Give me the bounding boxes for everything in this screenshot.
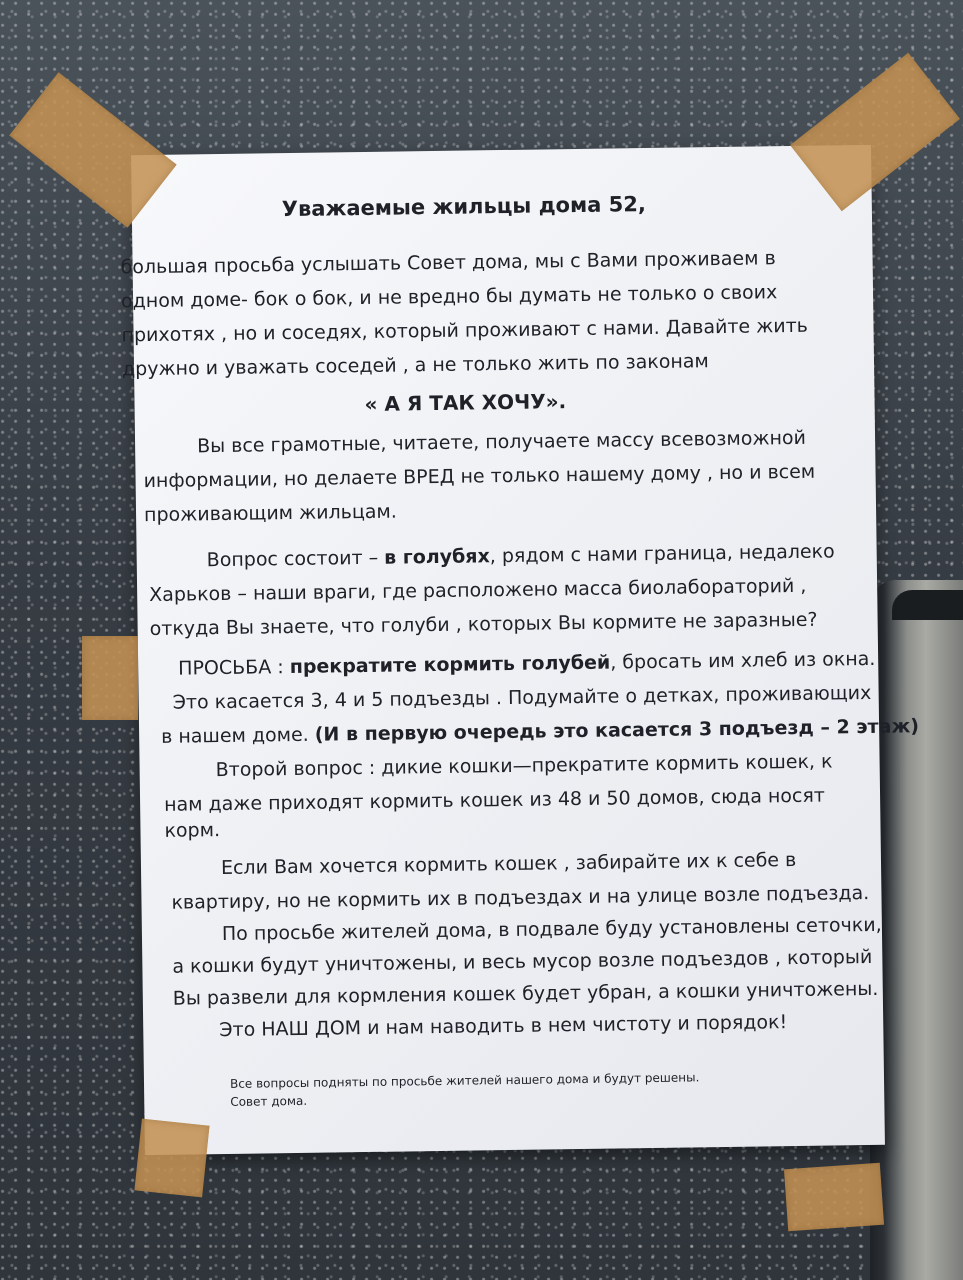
paragraph-line: корм. — [164, 819, 221, 842]
paragraph-line: Вы все грамотные, читаете, получаете массу всевозможной — [196, 426, 807, 458]
notice-paper — [120, 145, 920, 1155]
paragraph-line: Если Вам хочется кормить кошек , забирайте их к себе в — [220, 848, 797, 880]
pillar-cap — [892, 590, 963, 620]
paragraph-line: Второй вопрос : дикие кошки—прекратите кормить кошек, к — [215, 750, 833, 782]
paragraph-line: Харьков – наши враги, где расположено масса биолабораторий , — [149, 574, 807, 607]
paragraph-line: проживающим жильцам. — [143, 500, 397, 527]
tape-bottom-right — [784, 1163, 884, 1232]
paragraph-line: большая просьба услышать Совет дома, мы с Вами проживаем в — [120, 247, 776, 279]
text-segment: Вопрос состоит – — [206, 546, 385, 572]
bold-segment: прекратите кормить голубей — [289, 651, 611, 679]
paragraph-line — [207, 539, 835, 572]
slogan: « А Я ТАК ХОЧУ». — [364, 389, 567, 416]
tape-bottom-left — [134, 1119, 209, 1198]
text-segment: в нашем доме. — [161, 723, 315, 748]
paragraph-line: дружно и уважать соседей , а не только жить по законам — [121, 350, 709, 381]
bold-segment: (И в первую очередь это касается 3 подъезд – 2 этаж) — [314, 715, 920, 746]
footer-note: Все вопросы подняты по просьбе жителей нашего дома и будут решены. — [229, 1070, 700, 1091]
paragraph-line: Вы развели для кормления кошек будет убран, а кошки уничтожены. — [172, 977, 879, 1010]
paragraph-line: Это НАШ ДОМ и нам наводить в нем чистоту и порядок! — [219, 1011, 788, 1042]
tape-middle-left — [82, 636, 138, 720]
paragraph-line: По просьбе жителей дома, в подвале буду установлены сеточки, — [221, 913, 882, 946]
bold-segment: в голубях — [384, 545, 490, 569]
paragraph-line: а кошки будут уничтожены, и весь мусор возле подъездов , который — [172, 945, 873, 978]
text-segment: , бросать им хлеб из окна. — [610, 647, 876, 674]
text-segment: ПРОСЬБА : — [178, 656, 290, 680]
metal-pillar — [870, 580, 963, 1280]
paragraph-line: откуда Вы знаете, что голуби , которых Вы кормите не заразные? — [149, 608, 818, 640]
paragraph-line — [178, 647, 875, 681]
paragraph-line — [161, 714, 919, 749]
notice-title: Уважаемые жильцы дома 52, — [281, 192, 647, 222]
paragraph-line: нам даже приходят кормить кошек из 48 и 50 домов, сюда носят — [163, 784, 826, 816]
paragraph-line: Это касается 3, 4 и 5 подъезды . Подумайте о детках, проживающих — [172, 681, 872, 714]
text-segment: , рядом с нами граница, недалеко — [489, 540, 835, 568]
paragraph-line: одном доме- бок о бок, и не вредно бы думать не только о своих — [120, 281, 778, 313]
footer-signature: Совет дома. — [230, 1093, 308, 1109]
paragraph-line: информации, но делаете ВРЕД не только нашему дому , но и всем — [143, 460, 816, 493]
paragraph-line: прихотях , но и соседях, который проживают с нами. Давайте жить — [121, 314, 809, 347]
paragraph-line: квартиру, но не кормить их в подъездах и на улице возле подъезда. — [171, 881, 870, 914]
